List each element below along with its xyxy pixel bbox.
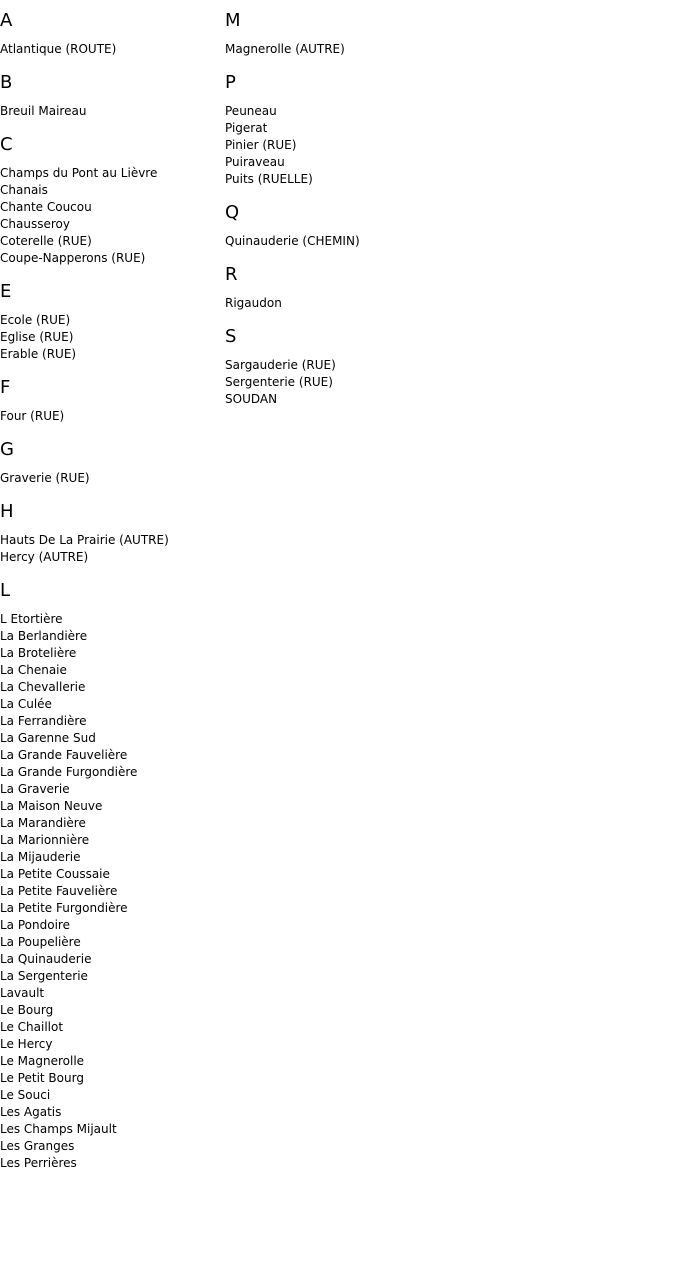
street-link-les-granges[interactable]: Les Granges: [0, 1139, 75, 1153]
street-link-le-magnerolle[interactable]: Le Magnerolle: [0, 1054, 85, 1068]
letter-heading: A: [0, 10, 13, 31]
street-link-quinauderie-chemin[interactable]: Quinauderie (CHEMIN): [225, 234, 360, 248]
street-index-right-column: [225, 0, 525, 422]
street-link-coupe-napperons-rue[interactable]: Coupe-Napperons (RUE): [0, 251, 146, 265]
letter-heading: L: [0, 580, 11, 601]
letter-heading: C: [0, 134, 13, 155]
letter-heading: H: [0, 501, 14, 522]
street-link-chanais[interactable]: Chanais: [0, 183, 48, 197]
street-link-rigaudon[interactable]: Rigaudon: [225, 296, 282, 310]
letter-group-l: [0, 580, 225, 1172]
street-link-peuneau[interactable]: Peuneau: [225, 104, 277, 118]
letter-group-m: [225, 10, 525, 58]
letter-group-e: [0, 281, 225, 363]
street-link-la-grande-furgondiere[interactable]: La Grande Furgondière: [0, 765, 138, 779]
street-link-la-chenaie[interactable]: La Chenaie: [0, 663, 67, 677]
street-link-la-garenne-sud[interactable]: La Garenne Sud: [0, 731, 96, 745]
street-link-eglise-rue[interactable]: Eglise (RUE): [0, 330, 74, 344]
street-link-les-perrieres[interactable]: Les Perrières: [0, 1156, 77, 1170]
letter-heading: M: [225, 10, 241, 31]
street-link-le-petit-bourg[interactable]: Le Petit Bourg: [0, 1071, 84, 1085]
street-link-soudan[interactable]: SOUDAN: [225, 392, 278, 406]
street-link-le-hercy[interactable]: Le Hercy: [0, 1037, 53, 1051]
street-link-la-sergenterie[interactable]: La Sergenterie: [0, 969, 88, 983]
street-link-le-chaillot[interactable]: Le Chaillot: [0, 1020, 64, 1034]
street-link-le-souci[interactable]: Le Souci: [0, 1088, 51, 1102]
street-link-magnerolle-autre[interactable]: Magnerolle (AUTRE): [225, 42, 345, 56]
street-link-hauts-de-la-prairie-autre[interactable]: Hauts De La Prairie (AUTRE): [0, 533, 169, 547]
letter-group-f: [0, 377, 225, 425]
letter-heading: B: [0, 72, 13, 93]
street-link-les-agatis[interactable]: Les Agatis: [0, 1105, 62, 1119]
street-link-graverie-rue[interactable]: Graverie (RUE): [0, 471, 90, 485]
street-link-four-rue[interactable]: Four (RUE): [0, 409, 65, 423]
street-index-left-column: [0, 0, 225, 1186]
street-link-la-pondoire[interactable]: La Pondoire: [0, 918, 70, 932]
street-link-lavault[interactable]: Lavault: [0, 986, 45, 1000]
street-link-l-etortiere[interactable]: L Etortière: [0, 612, 63, 626]
street-link-la-culee[interactable]: La Culée: [0, 697, 52, 711]
street-link-la-broteliere[interactable]: La Brotelière: [0, 646, 77, 660]
letter-heading: P: [225, 72, 236, 93]
street-link-erable-rue[interactable]: Erable (RUE): [0, 347, 77, 361]
letter-group-a: [0, 10, 225, 58]
street-link-champs-du-pont-au-lievre[interactable]: Champs du Pont au Lièvre: [0, 166, 158, 180]
letter-group-b: [0, 72, 225, 120]
letter-group-q: [225, 202, 525, 250]
street-link-la-petite-furgondiere[interactable]: La Petite Furgondière: [0, 901, 128, 915]
street-link-la-grande-fauveliere[interactable]: La Grande Fauvelière: [0, 748, 128, 762]
street-link-pigerat[interactable]: Pigerat: [225, 121, 268, 135]
street-link-puits-ruelle[interactable]: Puits (RUELLE): [225, 172, 313, 186]
letter-group-p: [225, 72, 525, 188]
street-link-chante-coucou[interactable]: Chante Coucou: [0, 200, 92, 214]
street-link-la-petite-fauveliere[interactable]: La Petite Fauvelière: [0, 884, 118, 898]
street-link-la-marionniere[interactable]: La Marionnière: [0, 833, 90, 847]
street-link-hercy-autre[interactable]: Hercy (AUTRE): [0, 550, 89, 564]
street-link-sargauderie-rue[interactable]: Sargauderie (RUE): [225, 358, 336, 372]
letter-heading: Q: [225, 202, 240, 223]
letter-group-r: [225, 264, 525, 312]
street-link-ecole-rue[interactable]: Ecole (RUE): [0, 313, 71, 327]
street-link-coterelle-rue[interactable]: Coterelle (RUE): [0, 234, 92, 248]
street-link-la-ferrandiere[interactable]: La Ferrandière: [0, 714, 87, 728]
street-link-la-maison-neuve[interactable]: La Maison Neuve: [0, 799, 103, 813]
letter-heading: G: [0, 439, 14, 460]
street-link-la-chevallerie[interactable]: La Chevallerie: [0, 680, 86, 694]
street-link-la-marandiere[interactable]: La Marandière: [0, 816, 86, 830]
letter-group-h: [0, 501, 225, 566]
street-link-sergenterie-rue[interactable]: Sergenterie (RUE): [225, 375, 333, 389]
street-link-la-quinauderie[interactable]: La Quinauderie: [0, 952, 92, 966]
letter-heading: F: [0, 377, 11, 398]
letter-heading: S: [225, 326, 237, 347]
letter-heading: E: [0, 281, 12, 302]
street-link-la-petite-coussaie[interactable]: La Petite Coussaie: [0, 867, 110, 881]
street-link-atlantique-route[interactable]: Atlantique (ROUTE): [0, 42, 117, 56]
street-link-le-bourg[interactable]: Le Bourg: [0, 1003, 54, 1017]
letter-group-c: [0, 134, 225, 267]
street-link-la-poupeliere[interactable]: La Poupelière: [0, 935, 81, 949]
letter-group-s: [225, 326, 525, 408]
street-link-puiraveau[interactable]: Puiraveau: [225, 155, 285, 169]
street-link-pinier-rue[interactable]: Pinier (RUE): [225, 138, 297, 152]
street-link-la-mijauderie[interactable]: La Mijauderie: [0, 850, 81, 864]
letter-heading: R: [225, 264, 238, 285]
street-link-chausseroy[interactable]: Chausseroy: [0, 217, 70, 231]
street-link-la-graverie[interactable]: La Graverie: [0, 782, 70, 796]
street-link-breuil-maireau[interactable]: Breuil Maireau: [0, 104, 87, 118]
street-link-la-berlandiere[interactable]: La Berlandière: [0, 629, 88, 643]
street-link-les-champs-mijault[interactable]: Les Champs Mijault: [0, 1122, 117, 1136]
letter-group-g: [0, 439, 225, 487]
